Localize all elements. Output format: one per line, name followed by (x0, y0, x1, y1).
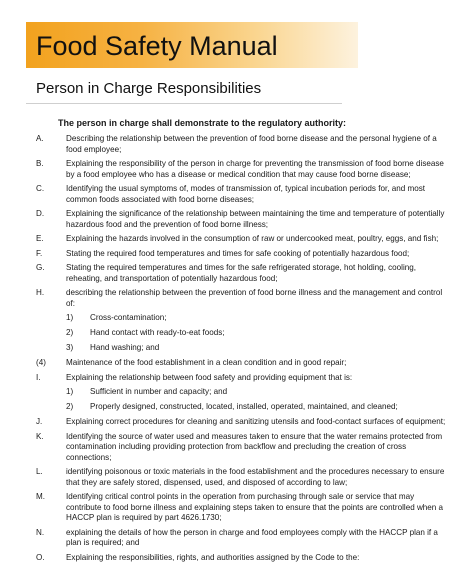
sub-list-item (36, 343, 446, 354)
list-marker: L. (36, 467, 43, 476)
list-item (36, 184, 446, 205)
sub-list-text: Cross-contamination; (90, 313, 167, 322)
sub-list-marker: 2) (66, 402, 74, 411)
list-marker: A. (36, 134, 44, 143)
sub-list-text: Hand washing; and (90, 343, 160, 352)
list-text: Stating the required food temperatures and times for safe cooking of potentially hazardous food; (66, 248, 410, 258)
list-marker: G. (36, 263, 45, 272)
list-item (36, 492, 446, 524)
list-item (36, 553, 446, 564)
list-item (36, 288, 446, 309)
document-body (36, 118, 446, 567)
list-marker: J. (36, 417, 43, 426)
list-text: Explaining the responsibility of the person in charge for preventing the transmission of food borne disease by a food employee who has a disease or medical condition that may cause food borne disease; (66, 159, 444, 179)
list-marker: N. (36, 527, 45, 537)
sub-list-text: Sufficient in number and capacity; and (90, 387, 228, 396)
page-title: Food Safety Manual (36, 31, 278, 61)
list-text: identifying poisonous or toxic materials in the food establishment and the procedures necessary to ensure that they are safely stored, dispensed, used, and disposed of according to law; (66, 467, 445, 487)
list-item (36, 432, 446, 464)
list-text: Maintenance of the food establishment in a clean condition and in good repair; (66, 358, 347, 367)
list-marker: D. (36, 209, 45, 218)
sub-list-marker: 3) (66, 343, 74, 352)
list-marker: E. (36, 234, 44, 243)
sub-list-item (36, 313, 446, 324)
intro-statement: The person in charge shall demonstrate to the regulatory authority: (58, 118, 347, 128)
list-marker: K. (36, 431, 44, 441)
sub-list-marker: 2) (66, 328, 74, 337)
sub-list-text: Hand contact with ready-to-eat foods; (90, 328, 225, 337)
page-subtitle: Person in Charge Responsibilities (36, 80, 262, 97)
list-text: Explaining the relationship between food safety and providing equipment that is: (66, 372, 353, 382)
title-banner (26, 22, 358, 68)
sub-list-text: Properly designed, constructed, located, installed, operated, maintained, and cleaned; (90, 402, 398, 411)
list-item (36, 134, 446, 155)
list-marker: B. (36, 159, 44, 168)
list-item (36, 159, 446, 180)
sub-list-marker: 1) (66, 387, 74, 396)
list-text: Explaining the hazards involved in the consumption of raw or undercooked meat, poultry, eggs, and fish; (66, 234, 439, 243)
list-item (36, 528, 446, 549)
list-text: Identifying critical control points in the operation from purchasing through sale or service that may contribute to food borne illness and explaining steps taken to ensure that the points are controlled when a HACCP plan is required by part 4626.1730; (66, 492, 444, 522)
list-item (36, 358, 446, 369)
list-item (36, 234, 446, 245)
list-text: Explaining the significance of the relationship between maintaining the time and temperature of potentially hazardous food and the prevention of food borne illness; (66, 209, 445, 229)
list-text: Identifying the usual symptoms of, modes of transmission of, typical incubation periods for, and most common foods associated with food borne diseases; (66, 184, 426, 204)
list-marker: (4) (36, 358, 46, 367)
list-item (36, 249, 446, 260)
list-text: Stating the required temperatures and times for the safe refrigerated storage, hot holding, cooling, reheating, and transportation of potentially hazardous food; (66, 263, 417, 283)
list-text: Explaining correct procedures for cleaning and sanitizing utensils and food-contact surfaces of equipment; (66, 417, 446, 426)
list-text: Identifying the source of water used and measures taken to ensure that the water remains protected from contamination including providing protection from backflow and precluding the creation of cross connections; (66, 431, 443, 462)
list-marker: C. (36, 184, 45, 193)
sub-list-marker: 1) (66, 313, 74, 322)
list-item (36, 209, 446, 230)
list-marker: I. (36, 372, 41, 382)
list-item (36, 417, 446, 428)
list-text: Describing the relationship between the prevention of food borne disease and the personal hygiene of a food employee; (66, 134, 437, 154)
list-item (36, 263, 446, 284)
sub-list-item (36, 402, 446, 413)
list-marker: H. (36, 288, 45, 297)
subtitle-divider (26, 103, 342, 104)
list-marker: M. (36, 492, 45, 501)
list-text: describing the relationship between the prevention of food borne illness and the management and control of: (66, 288, 443, 308)
list-marker: F. (36, 248, 43, 258)
sub-list-item (36, 328, 446, 339)
sub-list-item (36, 387, 446, 398)
list-item (36, 373, 446, 384)
list-text: Explaining the responsibilities, rights, and authorities assigned by the Code to the: (66, 552, 360, 562)
list-text: explaining the details of how the person in charge and food employees comply with the HACCP plan if a plan is required; and (66, 527, 438, 547)
list-item (36, 467, 446, 488)
list-marker: O. (36, 552, 45, 562)
